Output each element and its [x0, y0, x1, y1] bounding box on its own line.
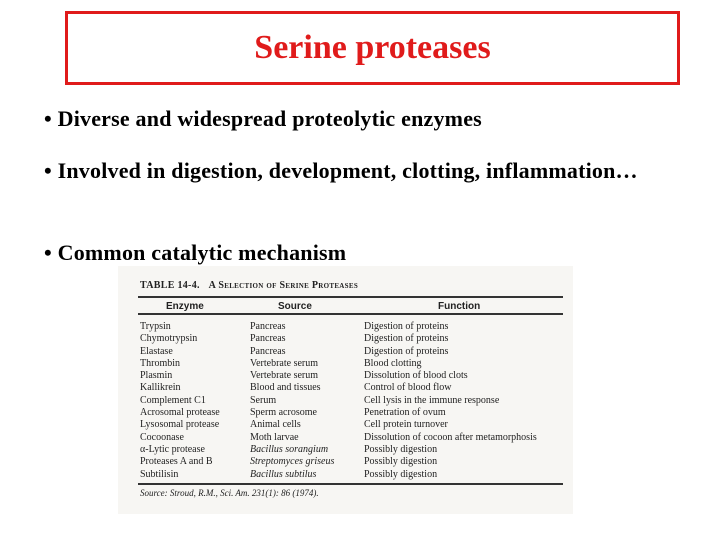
function-cell: Digestion of proteins — [364, 345, 449, 357]
table-rule — [138, 483, 563, 485]
source-cell: Bacillus subtilus — [250, 468, 317, 480]
source-cell: Streptomyces griseus — [250, 456, 335, 468]
table-row — [138, 346, 563, 358]
table-row — [138, 321, 563, 333]
enzyme-cell: α-Lytic protease — [140, 443, 205, 455]
enzyme-cell: Elastase — [140, 345, 173, 357]
function-cell: Cell protein turnover — [364, 419, 448, 431]
function-cell: Possibly digestion — [364, 468, 438, 480]
title-box — [65, 11, 680, 85]
table-row — [138, 432, 563, 444]
enzyme-cell: Chymotrypsin — [140, 333, 198, 345]
source-cell: Animal cells — [250, 419, 301, 431]
table-row — [138, 358, 563, 370]
function-cell: Dissolution of cocoon after metamorphosis — [364, 431, 537, 443]
table-row — [138, 395, 563, 407]
slide-title: Serine proteases — [254, 29, 491, 66]
function-cell: Control of blood flow — [364, 382, 452, 394]
table-row — [138, 333, 563, 345]
enzyme-cell: Thrombin — [140, 357, 180, 369]
source-cell: Pancreas — [250, 321, 286, 332]
source-cell: Blood and tissues — [250, 382, 321, 394]
table-row — [138, 419, 563, 431]
function-cell: Digestion of proteins — [364, 333, 449, 345]
column-header-function: Function — [438, 301, 481, 312]
table-row — [138, 469, 563, 481]
enzyme-cell: Subtilisin — [140, 468, 179, 480]
table-row — [138, 456, 563, 468]
table-row — [138, 407, 563, 419]
bullet-item: • Diverse and widespread proteolytic enzymes — [44, 106, 482, 131]
table-rule — [138, 296, 563, 298]
source-cell: Bacillus sorangium — [250, 443, 329, 455]
column-header-enzyme: Enzyme — [166, 301, 204, 312]
source-cell: Pancreas — [250, 333, 286, 345]
enzyme-cell: Complement C1 — [140, 394, 206, 406]
function-cell: Cell lysis in the immune response — [364, 394, 500, 406]
bullet-item: • Common catalytic mechanism — [44, 240, 347, 265]
function-cell: Dissolution of blood clots — [364, 370, 468, 382]
table-rule — [138, 313, 563, 315]
enzyme-cell: Trypsin — [140, 321, 171, 332]
table-row — [138, 370, 563, 382]
enzyme-cell: Acrosomal protease — [140, 407, 220, 419]
enzyme-cell: Proteases A and B — [140, 456, 213, 468]
source-cell: Serum — [250, 394, 277, 406]
function-cell: Possibly digestion — [364, 443, 438, 455]
serine-protease-table — [118, 266, 573, 514]
enzyme-cell: Cocoonase — [140, 431, 184, 443]
table-title: A Selection of Serine Proteases — [208, 280, 359, 291]
source-cell: Sperm acrosome — [250, 407, 317, 419]
enzyme-cell: Kallikrein — [140, 382, 181, 394]
table-row — [138, 444, 563, 456]
table-number: TABLE 14-4. — [140, 280, 200, 291]
source-cell: Vertebrate serum — [250, 357, 319, 369]
function-cell: Penetration of ovum — [364, 407, 446, 419]
function-cell: Possibly digestion — [364, 456, 438, 468]
bullet-item: • Involved in digestion, development, clotting, inflammation… — [44, 158, 638, 183]
table-caption — [140, 280, 358, 291]
enzyme-cell: Plasmin — [140, 370, 173, 382]
function-cell: Blood clotting — [364, 357, 422, 369]
table-row — [138, 382, 563, 394]
source-cell: Pancreas — [250, 345, 286, 357]
column-header-source: Source — [278, 301, 312, 312]
source-cell: Moth larvae — [250, 431, 299, 443]
table-source: Source: Stroud, R.M., Sci. Am. 231(1): 86 (1974). — [140, 488, 319, 498]
function-cell: Digestion of proteins — [364, 321, 449, 332]
enzyme-cell: Lysosomal protease — [140, 419, 220, 431]
source-cell: Vertebrate serum — [250, 370, 319, 382]
table-body — [138, 321, 563, 481]
